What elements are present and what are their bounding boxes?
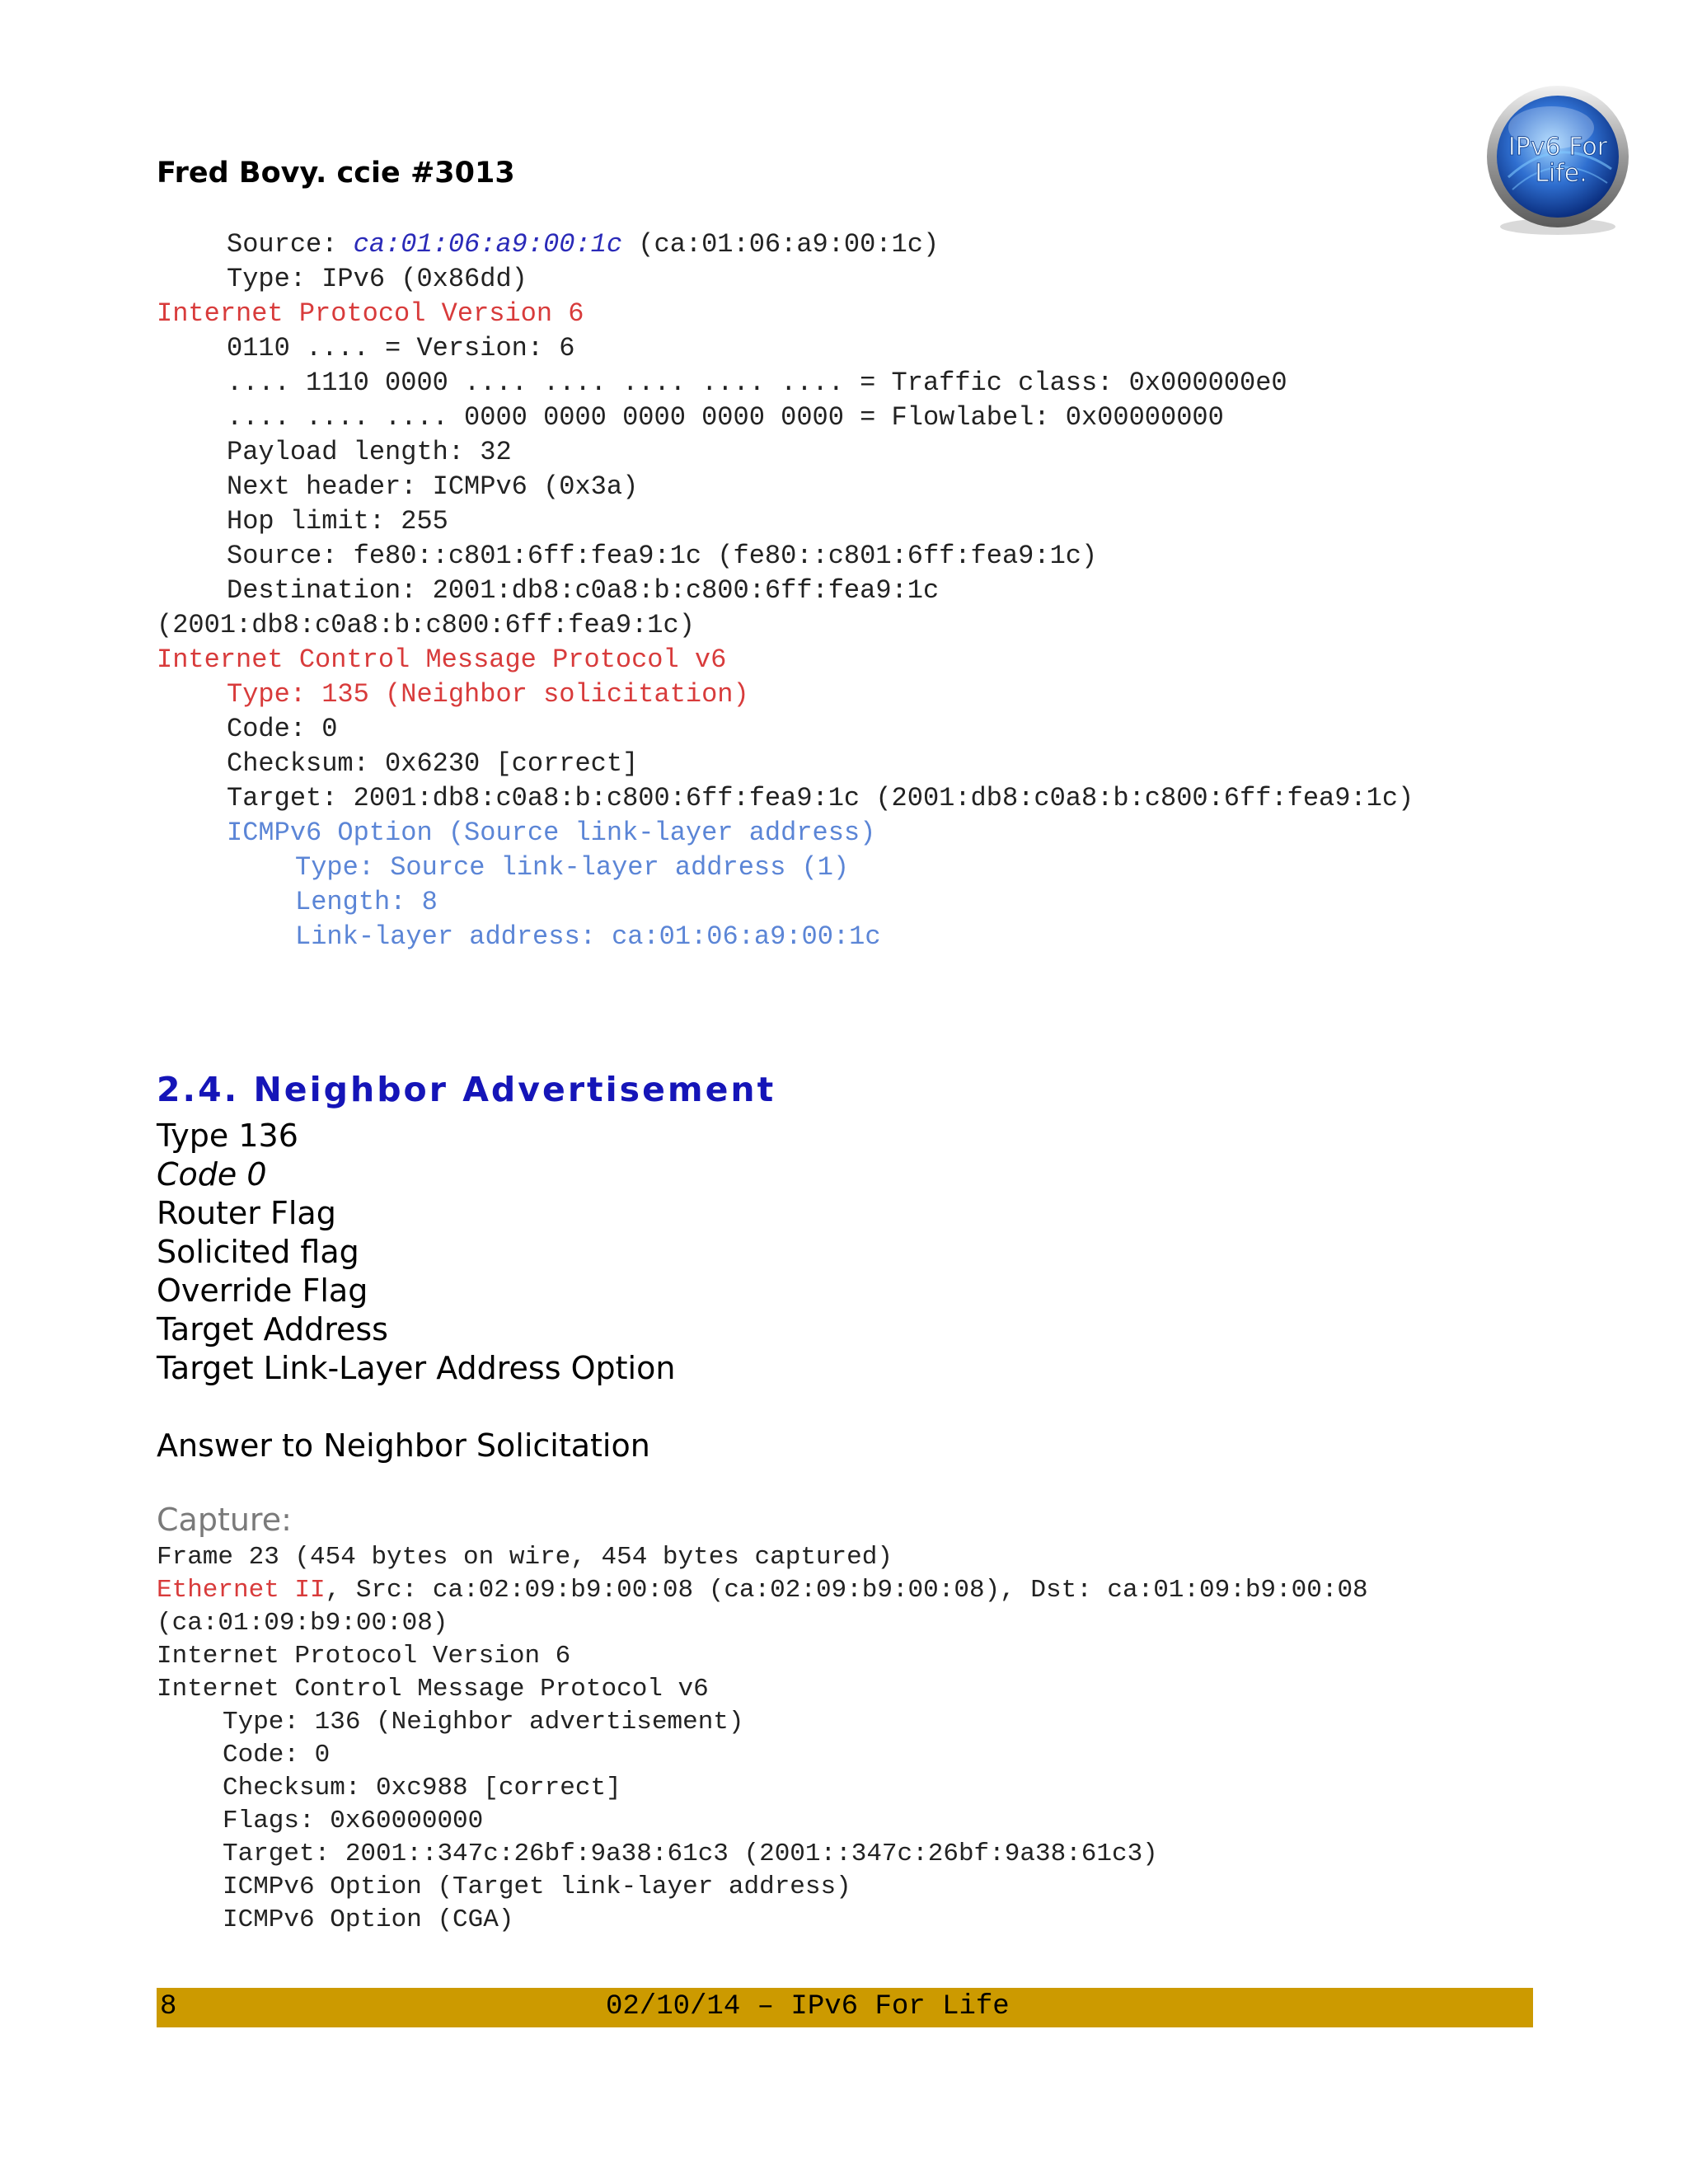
field-list-item: Solicited flag [157, 1234, 359, 1270]
footer-title: 02/10/14 – IPv6 For Life [606, 1991, 1010, 2022]
flowlabel-line: .... .... .... 0000 0000 0000 0000 0000 = Flowlabel: 0x00000000 [227, 402, 1224, 433]
field-list-item: Router Flag [157, 1195, 336, 1231]
na-option2-line: ICMPv6 Option (CGA) [223, 1905, 514, 1934]
ipv6-section-title-2: Internet Protocol Version 6 [157, 1642, 571, 1671]
logo-text-line1: IPv6 For [1507, 133, 1608, 162]
capture-label: Capture: [157, 1502, 292, 1538]
source-mac-link: ca:01:06:a9:00:1c [353, 229, 623, 260]
icmp-type-line: Type: 135 (Neighbor solicitation) [227, 679, 749, 710]
source-mac-line [227, 229, 939, 260]
na-code-line: Code: 0 [223, 1741, 331, 1769]
section-heading: 2.4. Neighbor Advertisement [157, 1070, 776, 1109]
checksum-line: Checksum: 0x6230 [correct] [227, 748, 639, 779]
footer-bar [157, 1988, 1533, 2027]
ethernet-line [157, 1576, 1368, 1605]
ipv6-section-title: Internet Protocol Version 6 [157, 298, 584, 329]
icmp-section-title: Internet Control Message Protocol v6 [157, 644, 727, 675]
source-prefix: Source: [227, 229, 354, 260]
na-type-line: Type: 136 (Neighbor advertisement) [223, 1708, 744, 1736]
ethernet-wrap-line: (ca:01:09:b9:00:08) [157, 1609, 448, 1638]
destination-line: Destination: 2001:db8:c0a8:b:c800:6ff:fea9:1c [227, 575, 940, 606]
target-line: Target: 2001:db8:c0a8:b:c800:6ff:fea9:1c (2001:db8:c0a8:b:c800:6ff:fea9:1c) [227, 783, 1414, 813]
version-line: 0110 .... = Version: 6 [227, 333, 575, 363]
icmp-section-title-2: Internet Control Message Protocol v6 [157, 1675, 709, 1704]
next-header-line: Next header: ICMPv6 (0x3a) [227, 471, 639, 502]
author-header: Fred Bovy. ccie #3013 [157, 157, 515, 190]
ipv6-for-life-logo [1475, 82, 1640, 247]
na-option1-line: ICMPv6 Option (Target link-layer address) [223, 1872, 851, 1901]
option-type-line: Type: Source link-layer address (1) [295, 852, 850, 883]
field-list-item: Type 136 [157, 1118, 298, 1154]
option-lla-line: Link-layer address: ca:01:06:a9:00:1c [295, 921, 881, 952]
answer-text: Answer to Neighbor Solicitation [157, 1427, 650, 1464]
payload-length-line: Payload length: 32 [227, 437, 512, 467]
destination-wrap-line: (2001:db8:c0a8:b:c800:6ff:fea9:1c) [157, 610, 695, 640]
source-ip-line: Source: fe80::c801:6ff:fea9:1c (fe80::c801:6ff:fea9:1c) [227, 541, 1098, 571]
ethertype-line: Type: IPv6 (0x86dd) [227, 264, 528, 294]
ethernet-rest: , Src: ca:02:09:b9:00:08 (ca:02:09:b9:00:08), Dst: ca:01:09:b9:00:08 [325, 1576, 1368, 1605]
logo-text-line2: Life. [1535, 159, 1587, 188]
frame-line: Frame 23 (454 bytes on wire, 454 bytes captured) [157, 1543, 893, 1572]
field-list-item: Code 0 [157, 1156, 267, 1193]
ethernet-title: Ethernet II [157, 1576, 326, 1605]
na-flags-line: Flags: 0x60000000 [223, 1807, 484, 1835]
hop-limit-line: Hop limit: 255 [227, 506, 448, 537]
field-list-item: Target Address [157, 1311, 388, 1347]
code-line: Code: 0 [227, 714, 338, 744]
source-suffix: (ca:01:06:a9:00:1c) [622, 229, 940, 260]
field-list-item: Override Flag [157, 1272, 368, 1309]
na-target-line: Target: 2001::347c:26bf:9a38:61c3 (2001::347c:26bf:9a38:61c3) [223, 1840, 1158, 1868]
option-length-line: Length: 8 [295, 887, 438, 917]
na-checksum-line: Checksum: 0xc988 [correct] [223, 1774, 621, 1802]
page-number: 8 [160, 1991, 177, 2022]
traffic-class-line: .... 1110 0000 .... .... .... .... .... = Traffic class: 0x000000e0 [227, 368, 1287, 398]
icmp-option-title: ICMPv6 Option (Source link-layer address) [227, 818, 876, 848]
field-list-item: Target Link-Layer Address Option [157, 1350, 676, 1386]
